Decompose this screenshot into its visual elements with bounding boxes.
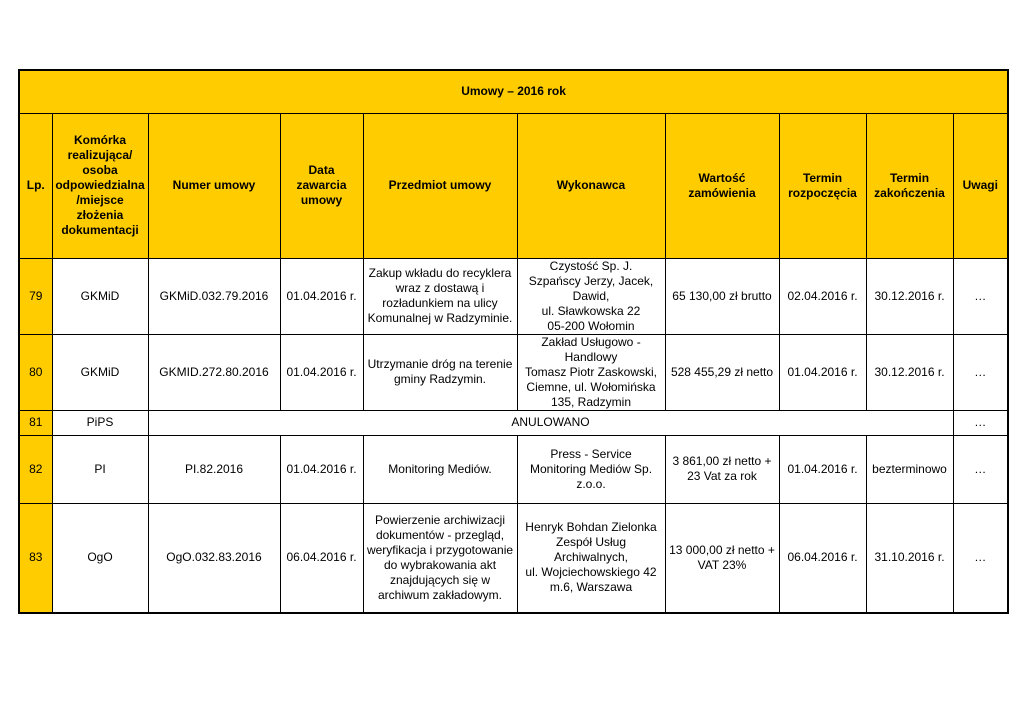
cell-end: 30.12.2016 r. xyxy=(866,258,953,334)
cell-lp: 79 xyxy=(19,258,52,334)
cell-start: 01.04.2016 r. xyxy=(779,334,866,410)
cell-number: GKMID.272.80.2016 xyxy=(148,334,280,410)
table-row xyxy=(19,334,1008,410)
table-row xyxy=(19,410,1008,435)
cell-notes: … xyxy=(953,503,1008,613)
cell-end: 31.10.2016 r. xyxy=(866,503,953,613)
cell-contractor: Press - Service Monitoring Mediów Sp. z.o.o. xyxy=(517,435,665,503)
cell-date: 01.04.2016 r. xyxy=(280,334,363,410)
header-notes: Uwagi xyxy=(953,113,1008,258)
cell-unit: OgO xyxy=(52,503,148,613)
table-row xyxy=(19,503,1008,613)
cell-notes: … xyxy=(953,258,1008,334)
header-number: Numer umowy xyxy=(148,113,280,258)
cell-end: bezterminowo xyxy=(866,435,953,503)
header-subject: Przedmiot umowy xyxy=(363,113,517,258)
cell-subject: Powierzenie archiwizacji dokumentów - przegląd, weryfikacja i przygotowanie do wybrakowania akt znajdujących się w archiwum zakładowym. xyxy=(363,503,517,613)
cell-date: 01.04.2016 r. xyxy=(280,435,363,503)
cell-number: OgO.032.83.2016 xyxy=(148,503,280,613)
cell-cancelled: ANULOWANO xyxy=(148,410,953,435)
cell-notes: … xyxy=(953,435,1008,503)
cell-contractor: Henryk Bohdan Zielonka Zespół Usług Archiwalnych, ul. Wojciechowskiego 42 m.6, Warszawa xyxy=(517,503,665,613)
cell-contractor: Czystość Sp. J. Szpańscy Jerzy, Jacek, Dawid, ul. Sławkowska 22 05-200 Wołomin xyxy=(517,258,665,334)
cell-lp: 83 xyxy=(19,503,52,613)
cell-value: 3 861,00 zł netto + 23 Vat za rok xyxy=(665,435,779,503)
cell-start: 02.04.2016 r. xyxy=(779,258,866,334)
cell-lp: 80 xyxy=(19,334,52,410)
table-row xyxy=(19,435,1008,503)
table-title: Umowy – 2016 rok xyxy=(19,70,1008,113)
header-row xyxy=(19,113,1008,258)
cell-value: 65 130,00 zł brutto xyxy=(665,258,779,334)
cell-notes: … xyxy=(953,410,1008,435)
header-unit: Komórka realizująca/ osoba odpowiedzialna /miejsce złożenia dokumentacji xyxy=(52,113,148,258)
cell-unit: PiPS xyxy=(52,410,148,435)
contracts-table xyxy=(18,69,1009,614)
cell-subject: Zakup wkładu do recyklera wraz z dostawą i rozładunkiem na ulicy Komunalnej w Radzyminie. xyxy=(363,258,517,334)
cell-value: 13 000,00 zł netto + VAT 23% xyxy=(665,503,779,613)
header-start: Termin rozpoczęcia xyxy=(779,113,866,258)
cell-lp: 82 xyxy=(19,435,52,503)
cell-subject: Utrzymanie dróg na terenie gminy Radzymin. xyxy=(363,334,517,410)
cell-subject: Monitoring Mediów. xyxy=(363,435,517,503)
header-value: Wartość zamówienia xyxy=(665,113,779,258)
cell-date: 06.04.2016 r. xyxy=(280,503,363,613)
cell-end: 30.12.2016 r. xyxy=(866,334,953,410)
cell-unit: GKMiD xyxy=(52,258,148,334)
cell-number: GKMiD.032.79.2016 xyxy=(148,258,280,334)
cell-number: PI.82.2016 xyxy=(148,435,280,503)
header-end: Termin zakończenia xyxy=(866,113,953,258)
cell-value: 528 455,29 zł netto xyxy=(665,334,779,410)
header-contractor: Wykonawca xyxy=(517,113,665,258)
cell-contractor: Zakład Usługowo - Handlowy Tomasz Piotr Zaskowski, Ciemne, ul. Wołomińska 135, Radzymin xyxy=(517,334,665,410)
cell-start: 06.04.2016 r. xyxy=(779,503,866,613)
header-date: Data zawarcia umowy xyxy=(280,113,363,258)
cell-unit: PI xyxy=(52,435,148,503)
cell-notes: … xyxy=(953,334,1008,410)
table-row xyxy=(19,258,1008,334)
cell-lp: 81 xyxy=(19,410,52,435)
cell-start: 01.04.2016 r. xyxy=(779,435,866,503)
header-lp: Lp. xyxy=(19,113,52,258)
cell-unit: GKMiD xyxy=(52,334,148,410)
cell-date: 01.04.2016 r. xyxy=(280,258,363,334)
